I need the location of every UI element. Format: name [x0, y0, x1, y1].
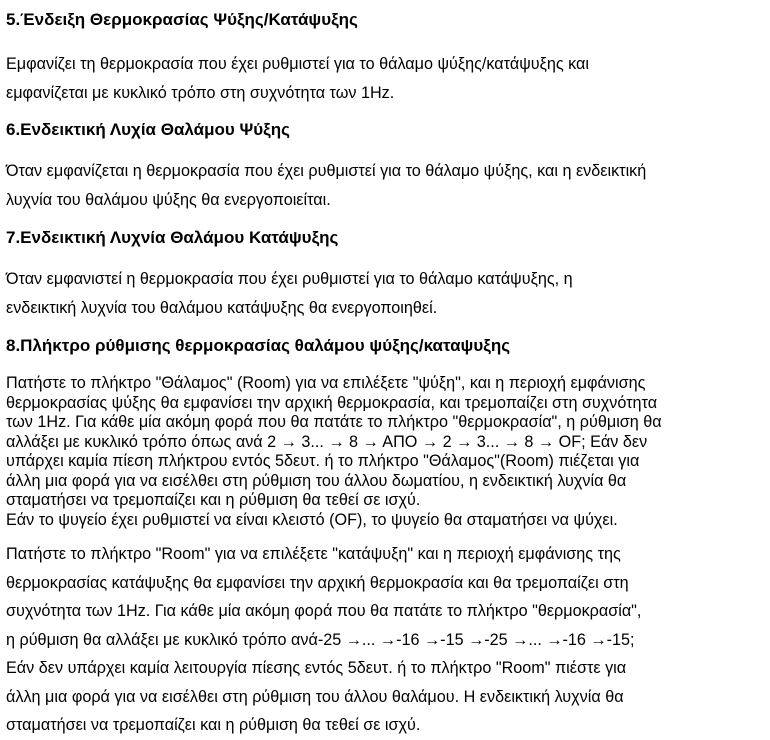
text-line: σταματήσει να τρεμοπαίζει και η ρύθμιση θα τεθεί σε ισχύ.: [6, 491, 421, 509]
text-line: Πατήστε το πλήκτρο "Θάλαμος" (Room) για να επιλέξετε "ψύξη", και η περιοχή εμφάνισης: [6, 374, 646, 392]
text-line: αλλάξει με κυκλικό τρόπο όπως ανά 2 → 3... → 8 → ΑΠΟ → 2 → 3... → 8 → OF; Εάν δεν: [6, 432, 648, 451]
text-line: Όταν εμφανιστεί η θερμοκρασία που έχει ρυθμιστεί για το θάλαμο κατάψυξης, η: [6, 270, 573, 288]
text-line: άλλη μια φορά για να εισέλθει στη ρύθμιση του άλλου δωματίου, η ενδεικτική λυχνία θα: [6, 471, 627, 490]
section-6-paragraph: [6, 157, 764, 214]
section-5-paragraph: [6, 50, 764, 107]
text-line: η ρύθμιση θα αλλάξει με κυκλικό τρόπο ανά-25 →... →-16 →-15 →-25 →... →-16 →-15;: [6, 630, 635, 649]
section-7-paragraph: [6, 265, 764, 322]
text-line: εμφανίζεται με κυκλικό τρόπο στη συχνότητα των 1Hz.: [6, 83, 395, 102]
text-line: Πατήστε το πλήκτρο "Room" για να επιλέξετε "κατάψυξη" και η περιοχή εμφάνισης της: [6, 545, 621, 563]
text-line: σταματήσει να τρεμοπαίζει και η ρύθμιση θα τεθεί σε ισχύ.: [6, 716, 421, 734]
section-7-heading: 7.Ενδεικτική Λυχνία Θαλάμου Κατάψυξης: [6, 228, 339, 247]
section-6-heading: 6.Ενδεικτική Λυχία Θαλάμου Ψύξης: [6, 120, 290, 139]
section-8-paragraph-freezer: [6, 540, 764, 740]
text-line: Όταν εμφανίζεται η θερμοκρασία που έχει ρυθμιστεί για το θάλαμο ψύξης, και η ενδεικτική: [6, 162, 647, 180]
text-line: θερμοκρασίας κατάψυξης θα εμφανίσει την αρχική θερμοκρασία και θα τρεμοπαίζει στη: [6, 573, 629, 592]
section-8-paragraph-room-cooling: [6, 374, 764, 530]
text-line: Εμφανίζει τη θερμοκρασία που έχει ρυθμιστεί για το θάλαμο ψύξης/κατάψυξης και: [6, 55, 589, 73]
text-line: υπάρχει καμία πίεση πλήκτρου εντός 5δευτ. ή το πλήκτρο "Θάλαμος"(Room) πιέζεται για: [6, 452, 640, 470]
text-line: άλλη μια φορά για να εισέλθει στη ρύθμιση του άλλου θαλάμου. Η ενδεικτική λυχνία θα: [6, 687, 624, 706]
text-line: λυχνία του θαλάμου ψύξης θα ενεργοποιείται.: [6, 190, 331, 209]
section-8-heading: 8.Πλήκτρο ρύθμισης θερμοκρασίας θαλάμου ψύξης/καταψυξης: [6, 336, 511, 355]
text-line: θερμοκρασίας ψύξης θα εμφανίσει την αρχική θερμοκρασία, και τρεμοπαίζει στη συχνότητα: [6, 393, 658, 412]
text-line: ενδεικτική λυχνία του θαλάμου κατάψυξης θα ενεργοποιηθεί.: [6, 298, 438, 317]
text-line: Εάν το ψυγείο έχει ρυθμιστεί να είναι κλειστό (OF), το ψυγείο θα σταματήσει να ψύχει.: [6, 510, 618, 529]
text-line: συχνότητα των 1Hz. Για κάθε μία ακόμη φορά που θα πατάτε το πλήκτρο "θερμοκρασία",: [6, 602, 642, 620]
text-line: των 1Hz. Για κάθε μία ακόμη φορά που θα πατάτε το πλήκτρο "θερμοκρασία", η ρύθμιση θα: [6, 413, 662, 431]
text-line: Εάν δεν υπάρχει καμία λειτουργία πίεσης εντός 5δευτ. ή το πλήκτρο "Room" πιέστε για: [6, 659, 627, 677]
section-5-heading: 5.Ένδειξη Θερμοκρασίας Ψύξης/Κατάψυξης: [6, 10, 358, 29]
